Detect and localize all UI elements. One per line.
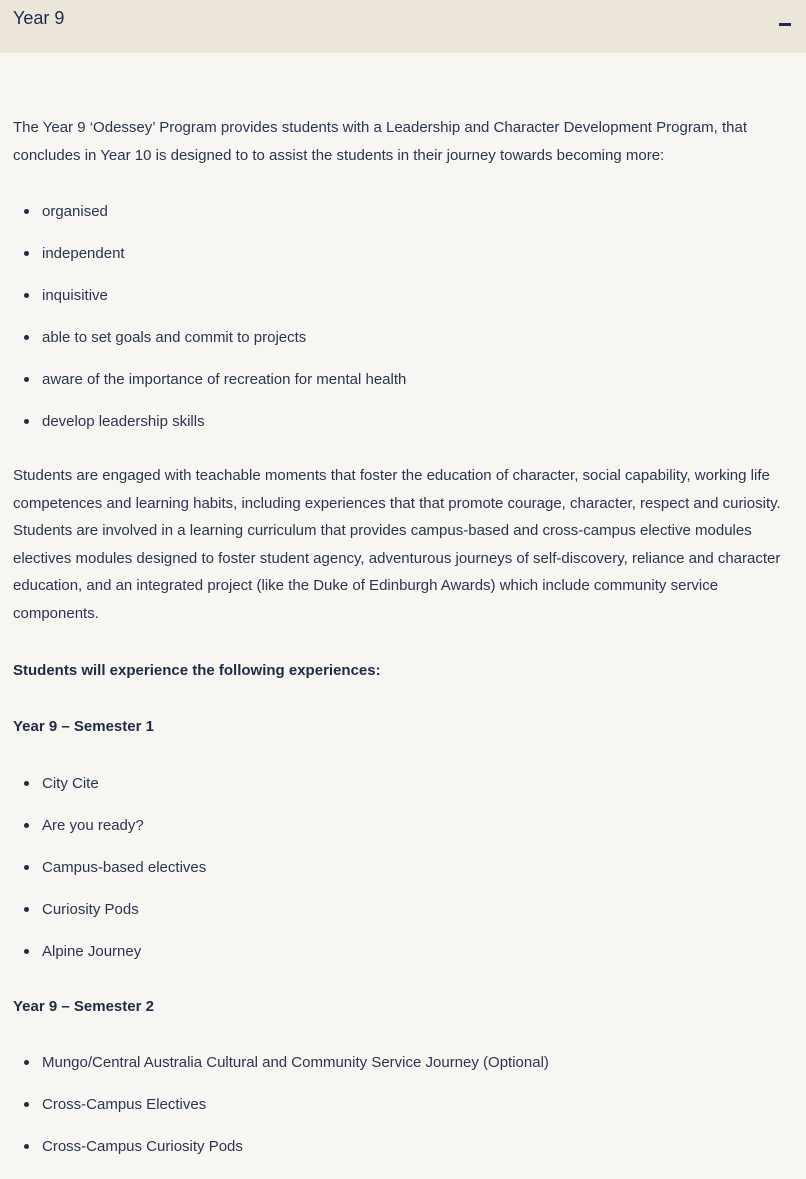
accordion-header[interactable] — [0, 0, 806, 53]
bullet-icon — [24, 209, 29, 214]
list-item: Cross-Campus Electives — [0, 1095, 806, 1137]
list-item: develop leadership skills — [0, 412, 806, 454]
list-item: Cross-Campus Curiosity Pods — [0, 1137, 806, 1179]
list-item: Are you ready? — [0, 816, 806, 858]
bullet-icon — [24, 1144, 29, 1149]
bullet-icon — [24, 865, 29, 870]
bullet-icon — [24, 1060, 29, 1065]
list-item: aware of the importance of recreation for mental health — [0, 370, 806, 412]
minus-icon — [779, 23, 791, 26]
collapse-toggle[interactable] — [777, 16, 793, 32]
bullet-icon — [24, 1102, 29, 1107]
list-item: organised — [0, 202, 806, 244]
bullet-icon — [24, 377, 29, 382]
list-item: Curiosity Pods — [0, 900, 806, 942]
bullet-icon — [24, 293, 29, 298]
list-item: Mungo/Central Australia Cultural and Community Service Journey (Optional) — [0, 1053, 806, 1095]
list-item: able to set goals and commit to projects — [0, 328, 806, 370]
accordion-title: Year 9 — [13, 8, 65, 28]
intro-paragraph: The Year 9 ‘Odessey’ Program provides students with a Leadership and Character Development Program, that concludes in Year 10 is designed to to assist the students in their journey towards becoming more: — [13, 119, 748, 164]
list-item: City Cite — [0, 774, 806, 816]
list-item: Alpine Journey — [0, 942, 806, 984]
semester-1-list — [0, 774, 806, 984]
qualities-list — [0, 202, 806, 454]
bullet-icon — [24, 907, 29, 912]
semester-2-list — [0, 1053, 806, 1179]
semester-1-heading: Year 9 – Semester 1 — [13, 718, 154, 735]
engagement-paragraph: Students are engaged with teachable moments that foster the education of character, social capability, working life competences and learning habits, including experiences that that promote courage, character, respect and curiosity. Students are involved in a learning curriculum that provides campus-based and cross-campus elective modules electives modules designed to foster student agency, adventurous journeys of self-discovery, reliance and character education, and an integrated project (like the Duke of Edinburgh Awards) which include community service components. — [13, 467, 781, 622]
list-item: independent — [0, 244, 806, 286]
bullet-icon — [24, 251, 29, 256]
bullet-icon — [24, 823, 29, 828]
bullet-icon — [24, 335, 29, 340]
experiences-heading: Students will experience the following experiences: — [13, 662, 381, 679]
list-item: Campus-based electives — [0, 858, 806, 900]
bullet-icon — [24, 781, 29, 786]
list-item: inquisitive — [0, 286, 806, 328]
bullet-icon — [24, 419, 29, 424]
semester-2-heading: Year 9 – Semester 2 — [13, 998, 154, 1015]
bullet-icon — [24, 949, 29, 954]
